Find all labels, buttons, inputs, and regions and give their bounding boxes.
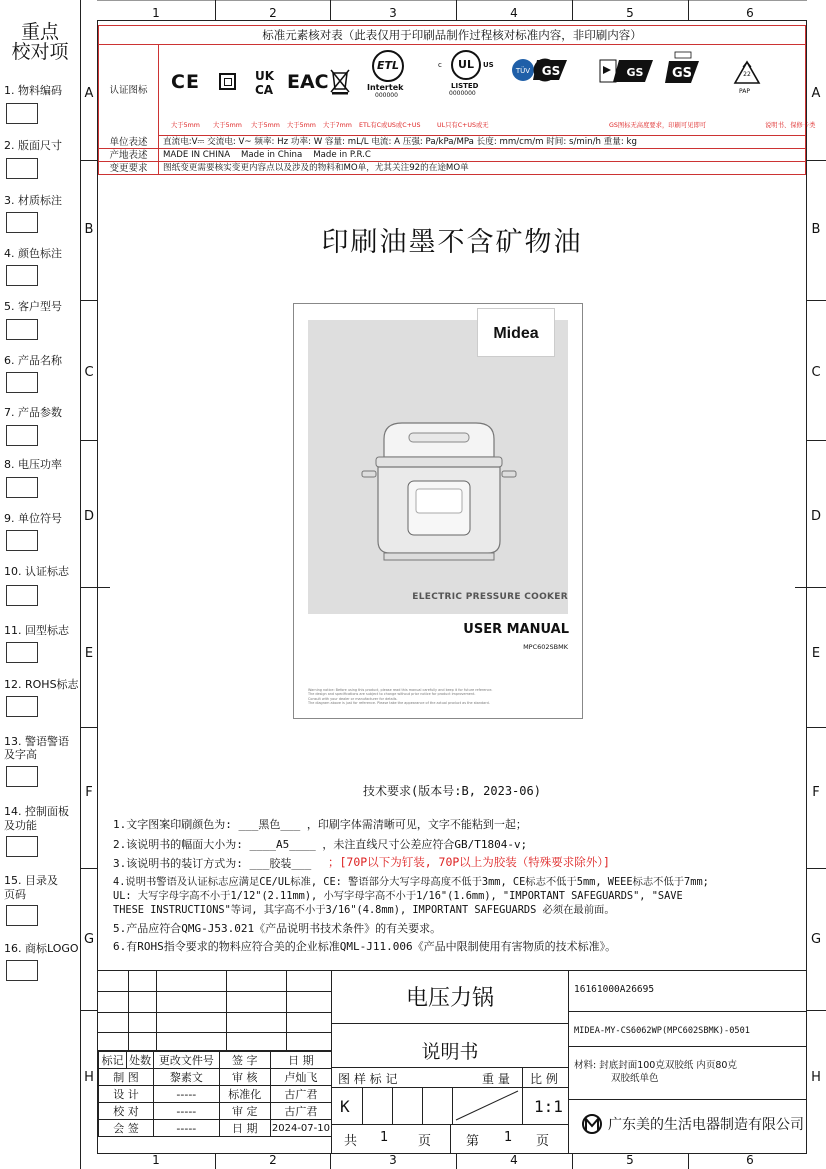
- ce-mark-icon: CE: [171, 71, 200, 93]
- cert-icons-area: [159, 45, 816, 136]
- ul-mark-icon: UL: [451, 50, 481, 80]
- unit-text: 直流电:V⎓ 交流电: V~ 频率: Hz 功率: W 容量: mL/L 电流: A 压强: Pa/kPa/MPa 长度: mm/cm/m 时间: s/min/h 重量: kg: [163, 137, 637, 147]
- checklist-item-label: 9. 单位符号: [4, 512, 62, 525]
- requirement-item: 3.该说明书的装订方式为: ___胶装___: [113, 857, 312, 870]
- rev-header: 签 字: [219, 1052, 270, 1069]
- checklist-checkbox[interactable]: [6, 103, 38, 124]
- company-name: 广东美的生活电器制造有限公司: [608, 1117, 804, 1133]
- revision-grid: [98, 971, 331, 1051]
- title-block: [98, 970, 806, 1153]
- drawing-mark-label: 图 样 标 记: [338, 1072, 398, 1086]
- checklist-item-label: 11. 回型标志: [4, 624, 69, 637]
- change-label: 变更要求: [99, 162, 159, 175]
- rev-header: 更改文件号: [154, 1052, 220, 1069]
- checklist-item-label-cont: 及功能: [4, 819, 37, 832]
- model-number: MPC602SBMK: [523, 643, 568, 651]
- document-type: 说明书: [421, 1041, 479, 1063]
- checklist-item-label-cont: 及字高: [4, 748, 37, 761]
- origin-label: 产地表述: [99, 149, 159, 162]
- standards-table: [98, 25, 816, 175]
- product-name: 电压力锅: [405, 986, 494, 1011]
- class2-double-insulation-icon: [219, 73, 236, 90]
- signer-name: 古广君: [270, 1103, 331, 1120]
- checklist-title-line2: 校对项: [11, 41, 69, 63]
- row-label: C: [84, 365, 94, 380]
- checklist-checkbox[interactable]: [6, 425, 38, 446]
- weight-empty-slash: [452, 1087, 522, 1124]
- pap-number: 22: [743, 71, 751, 78]
- checklist-checkbox[interactable]: [6, 530, 38, 551]
- checklist-item-label: 3. 材质标注: [4, 194, 62, 207]
- ul-listed-number: 0000000: [449, 90, 476, 97]
- role-label: 日 期: [219, 1120, 270, 1137]
- midea-logo: [477, 308, 555, 357]
- unit-row: [99, 136, 805, 149]
- requirement-item: 2.该说明书的幅面大小为: ____A5____ ，未注直线尺寸公差应符合GB/T1804-v;: [113, 838, 528, 851]
- checklist-checkbox[interactable]: [6, 960, 38, 981]
- requirement-item: 6.有ROHS指令要求的物料应符合美的企业标准QML-J11.006《产品中限制使用有害物质的技术标准》。: [113, 940, 617, 953]
- checklist-checkbox[interactable]: [6, 836, 38, 857]
- signer-name: 古广君: [270, 1086, 331, 1103]
- manual-title: USER MANUAL: [463, 622, 569, 637]
- role-label: 审 核: [219, 1069, 270, 1086]
- checklist-checkbox[interactable]: [6, 212, 38, 233]
- material-spec: 材料: 封底封面100克双胶纸 内页80克: [574, 1060, 737, 1071]
- checklist-checkbox[interactable]: [6, 766, 38, 787]
- scale-value: 1:1: [534, 1097, 563, 1116]
- cert-label: 认证图标: [99, 45, 159, 136]
- signer-name: -----: [154, 1103, 220, 1120]
- role-label: 标准化: [219, 1086, 270, 1103]
- drawing-mark-value: K: [340, 1097, 350, 1116]
- column-label: 4: [510, 6, 518, 20]
- rev-header: 日 期: [270, 1052, 331, 1069]
- eac-mark-icon: EAC: [287, 71, 329, 93]
- row-label: F: [85, 785, 93, 800]
- row-label: A: [84, 86, 94, 101]
- column-label: 6: [746, 6, 754, 20]
- product-line-label: ELECTRIC PRESSURE COOKER: [412, 592, 568, 602]
- row-label: D: [83, 509, 94, 524]
- checklist-item-label: 16. 商标LOGO: [4, 942, 79, 955]
- pap-label: PAP: [739, 88, 750, 95]
- checklist-checkbox[interactable]: [6, 696, 38, 717]
- total-pages-label: 共: [344, 1134, 358, 1149]
- svg-text:GS: GS: [626, 66, 644, 79]
- pressure-cooker-illustration: [354, 419, 524, 564]
- cert-note: 大于7mm: [323, 122, 352, 129]
- checklist-item-label: 1. 物料编码: [4, 84, 62, 97]
- signer-name: -----: [154, 1086, 220, 1103]
- midea-logo-icon: [580, 1114, 606, 1134]
- column-label: 5: [626, 6, 634, 20]
- role-label: 校 对: [99, 1103, 154, 1120]
- total-pages-unit: 页: [418, 1134, 432, 1149]
- requirement-item: 4.说明书警语及认证标志应满足CE/UL标准, CE: 警语部分大写字母高度不低于3mm, CE标志不低于5mm, WEEE标志不低于7mm;: [113, 876, 709, 888]
- checklist-item-label: 10. 认证标志: [4, 565, 69, 578]
- tuv-gs-mark-icon: [511, 57, 571, 83]
- change-row: [99, 162, 805, 175]
- intertek-label: Intertek: [367, 83, 404, 92]
- checklist-item-label: 6. 产品名称: [4, 354, 62, 367]
- checklist-checkbox[interactable]: [6, 905, 38, 926]
- page-unit: 页: [536, 1134, 550, 1149]
- row-label: F: [812, 785, 820, 800]
- column-label: 4: [510, 1153, 518, 1167]
- ukca-mark-icon: UK CA: [255, 69, 275, 97]
- checklist-item-label: 2. 版面尺寸: [4, 139, 62, 152]
- checklist-item-label: 12. ROHS标志: [4, 678, 79, 691]
- requirement-item-cont: UL: 大写字母字高不小于1/12"(2.11mm), 小写字母字高不小于1/16"(1.6mm), "IMPORTANT SAFEGUARDS", "SAVE: [113, 890, 683, 902]
- ink-notice-headline: 印刷油墨不含矿物油: [321, 227, 583, 258]
- drawing-number: MIDEA-MY-CS6062WP(MPC602SBMK)-0501: [574, 1026, 750, 1036]
- part-number: 16161000A26695: [574, 984, 655, 995]
- checklist-checkbox[interactable]: [6, 585, 38, 606]
- checklist-title-line1: 重点: [20, 21, 59, 43]
- signer-name: 黎素文: [154, 1069, 220, 1086]
- weee-bin-icon: [329, 67, 351, 95]
- intertek-number: 000000: [375, 92, 398, 99]
- brand-name: Midea: [493, 325, 539, 342]
- row-label: B: [811, 222, 821, 237]
- column-label: 5: [626, 1153, 634, 1167]
- column-label: 1: [152, 6, 160, 20]
- page-value: 1: [504, 1130, 513, 1145]
- role-label: 制 图: [99, 1069, 154, 1086]
- ul-us-suffix: US: [483, 61, 494, 69]
- row-label: H: [811, 1070, 821, 1085]
- checklist-item-label: 14. 控制面板: [4, 805, 69, 818]
- change-text: 图纸变更需要核实变更内容点以及涉及的物料和MO单，尤其关注92的在途MO单: [163, 163, 469, 173]
- svg-text:GS: GS: [541, 64, 561, 78]
- checklist-item-label: 4. 颜色标注: [4, 247, 62, 260]
- row-label: H: [84, 1070, 94, 1085]
- checklist-item-label: 15. 目录及: [4, 874, 58, 887]
- cert-note: ETL有C或US或C+US: [359, 122, 421, 129]
- rev-header: 标记: [99, 1052, 127, 1069]
- checklist-item-label: 7. 产品参数: [4, 406, 62, 419]
- checklist-item-label: 8. 电压功率: [4, 458, 62, 471]
- row-label: A: [811, 86, 821, 101]
- checklist-item-label: 13. 警语警语: [4, 735, 69, 748]
- role-label: 设 计: [99, 1086, 154, 1103]
- cert-note: UL只有C+US或无: [437, 122, 489, 129]
- cert-note: 说明书、保修卡类: [765, 122, 816, 129]
- row-label: D: [810, 509, 821, 524]
- role-label: 审 定: [219, 1103, 270, 1120]
- dekra-gs-mark-icon: [599, 57, 655, 85]
- scale-label: 比 例: [530, 1072, 558, 1086]
- column-label: 2: [269, 1153, 277, 1167]
- checklist-checkbox[interactable]: [6, 372, 38, 393]
- checklist-checkbox[interactable]: [6, 265, 38, 286]
- origin-text: MADE IN CHINA Made in China Made in P.R.C: [163, 150, 371, 160]
- checklist-checkbox[interactable]: [6, 642, 38, 663]
- cert-note: 大于5mm: [213, 122, 242, 129]
- checklist-checkbox[interactable]: [6, 477, 38, 498]
- cert-note: 大于5mm: [171, 122, 200, 129]
- row-label: C: [811, 365, 821, 380]
- sign-date: 2024-07-10: [270, 1120, 331, 1137]
- signature-table: [98, 1051, 332, 1137]
- material-spec-cont: 双胶纸单色: [611, 1073, 659, 1084]
- column-label: 2: [269, 6, 277, 20]
- column-label: 3: [389, 1153, 397, 1167]
- role-label: 会 签: [99, 1120, 154, 1137]
- requirement-item-cont: THESE INSTRUCTIONS"等词, 其字高不小于3/16"(4.8mm), IMPORTANT SAFEGUARDS 必须在最前面。: [113, 904, 615, 916]
- weight-label: 重 量: [482, 1072, 510, 1086]
- checklist-item-label: 5. 客户型号: [4, 300, 62, 313]
- requirement-binding-note: ；[70P以下为钉装, 70P以上为胶装（特殊要求除外）]: [328, 855, 610, 869]
- ul-c-prefix: c: [438, 61, 442, 69]
- ul-listed-label: LISTED: [451, 82, 479, 90]
- row-label: B: [84, 222, 94, 237]
- column-label: 3: [389, 6, 397, 20]
- column-label: 6: [746, 1153, 754, 1167]
- signer-name: -----: [154, 1120, 220, 1137]
- checklist-title: [0, 22, 80, 62]
- column-label: 1: [152, 1153, 160, 1167]
- row-label: G: [810, 932, 822, 947]
- cert-note: 大于5mm: [287, 122, 316, 129]
- svg-text:TÜV: TÜV: [515, 67, 531, 75]
- signer-name: 卢灿飞: [270, 1069, 331, 1086]
- requirements-title: 技术要求(版本号:B, 2023-06): [363, 784, 541, 798]
- manual-cover-preview: [293, 303, 583, 719]
- rev-header: 处数: [127, 1052, 154, 1069]
- row-label: E: [84, 646, 94, 661]
- origin-row: [99, 149, 805, 162]
- etl-mark-icon: ETL: [372, 50, 404, 82]
- row-label: G: [83, 932, 95, 947]
- svg-text:GS: GS: [671, 66, 693, 81]
- page-label: 第: [466, 1134, 480, 1149]
- drawing-info-grid: [332, 1068, 568, 1154]
- cert-note: 大于5mm: [251, 122, 280, 129]
- cover-fine-print: Warning notice: Before using this product, please read this manual carefully and keep it for future reference. The design and specifications are subject to change without prior notice for product improvement. Consult with your dealer or manufacturer for details. The diagram above is just for reference. Please take the appearance of the actual product as the standard.: [308, 688, 493, 705]
- unit-label: 单位表述: [99, 136, 159, 149]
- row-label: E: [811, 646, 821, 661]
- requirement-item: 1.文字图案印刷颜色为: ___黑色___ ，印刷字体需清晰可见，文字不能粘到一起；: [113, 818, 527, 831]
- checklist-checkbox[interactable]: [6, 319, 38, 340]
- cert-note: GS图标无高度要求，印刷可见即可: [609, 122, 707, 129]
- gs-mark-icon: [665, 51, 701, 85]
- checklist-item-label-cont: 页码: [4, 888, 26, 901]
- checklist-checkbox[interactable]: [6, 158, 38, 179]
- requirement-item: 5.产品应符合QMG-J53.021《产品说明书技术条件》的有关要求。: [113, 922, 442, 935]
- total-pages-value: 1: [380, 1130, 389, 1145]
- standards-title: 标准元素核对表（此表仅用于印刷品制作过程核对标准内容，非印刷内容）: [99, 26, 805, 45]
